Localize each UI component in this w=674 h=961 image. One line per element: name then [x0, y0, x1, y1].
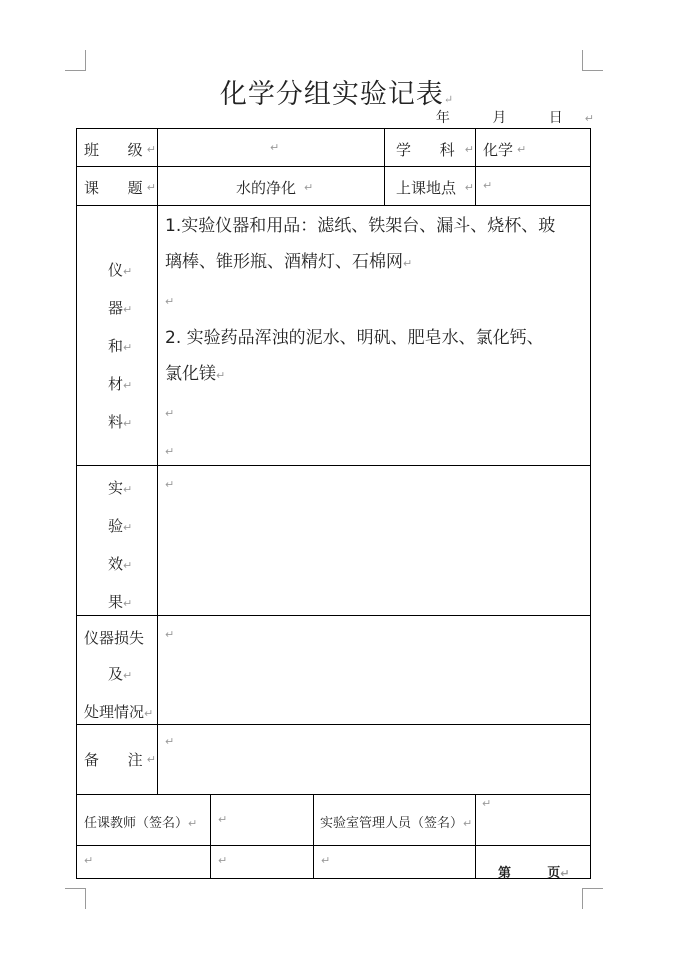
class-value-cell[interactable]: ↵ [157, 128, 385, 167]
topic-value: 水的净化 [236, 179, 297, 197]
location-label-cell: 上课地点 ↵ [384, 166, 476, 206]
location-label: 上课地点 [396, 179, 457, 197]
effect-label-cell [76, 465, 158, 616]
class-label: 班 级 [84, 141, 143, 159]
subject-label: 学 科 [396, 141, 455, 159]
effect-content-cell[interactable]: ↵ [157, 465, 591, 616]
date-day: 日 [548, 110, 563, 126]
date-month: 月 [492, 110, 507, 126]
remarks-label: 备 注 [84, 751, 143, 769]
crop-mark-bottom-left [65, 888, 86, 909]
crop-mark-top-right [582, 50, 603, 71]
teacher-sign-value-cell[interactable]: ↵ [210, 794, 314, 846]
topic-value-cell[interactable]: 水的净化 ↵ [157, 166, 385, 206]
date-year: 年 [435, 110, 450, 126]
date-line: 年 月 日 ↵ [435, 110, 594, 126]
bottom-cell-1[interactable]: ↵ [76, 845, 211, 879]
manager-sign-label-cell [313, 794, 476, 846]
materials-line-2: 璃棒、锥形瓶、酒精灯、石棉网↵ [165, 252, 413, 272]
remarks-content-cell[interactable]: ↵ [157, 724, 591, 795]
damage-content-cell[interactable]: ↵ [157, 615, 591, 725]
crop-mark-top-left [65, 50, 86, 71]
manager-sign-label: 实验室管理人员（签名）↵ [320, 816, 473, 831]
crop-mark-bottom-right [582, 888, 603, 909]
materials-content-cell[interactable] [157, 205, 591, 466]
subject-value: 化学 [483, 141, 514, 159]
damage-label: 仪器损失 及↵ 处理情况↵ [84, 629, 154, 721]
teacher-sign-label-cell [76, 794, 211, 846]
document-title: 化学分组实验记表↵ [219, 79, 455, 110]
page-number-label: 第 页↵ [498, 866, 570, 881]
subject-label-cell: 学 科 ↵ [384, 128, 476, 167]
subject-value-cell[interactable]: 化学 ↵ [475, 128, 591, 167]
damage-label-cell [76, 615, 158, 725]
bottom-cell-2[interactable]: ↵ [210, 845, 314, 879]
page-number-cell [475, 845, 591, 879]
manager-sign-value-cell[interactable]: ↵ [475, 794, 591, 846]
materials-content: 1.实验仪器和用品：滤纸、铁架台、漏斗、烧杯、玻 璃棒、锥形瓶、酒精灯、石棉网↵ ↵ 2. 实验药品浑浊的泥水、明矾、肥皂水、氯化钙、 氯化镁↵ ↵ ↵ [165, 208, 555, 470]
bottom-cell-3[interactable]: ↵ [313, 845, 476, 879]
materials-label-cell [76, 205, 158, 466]
location-value-cell[interactable]: ↵ [475, 166, 591, 206]
remarks-label-cell: 备 注 ↵ [76, 724, 158, 795]
materials-line-1: 1.实验仪器和用品：滤纸、铁架台、漏斗、烧杯、玻 [165, 216, 556, 236]
materials-line-3: 2. 实验药品浑浊的泥水、明矾、肥皂水、氯化钙、 [165, 328, 544, 348]
materials-line-4: 氯化镁↵ [165, 364, 226, 384]
materials-label: 仪↵ 器↵ 和↵ 材↵ 料↵ [108, 261, 133, 431]
topic-label-cell: 课 题 ↵ [76, 166, 158, 206]
effect-label: 实↵ 验↵ 效↵ 果↵ [108, 479, 133, 611]
class-label-cell: 班 级 ↵ [76, 128, 158, 167]
teacher-sign-label: 任课教师（签名）↵ [84, 816, 198, 831]
topic-label: 课 题 [84, 179, 143, 197]
